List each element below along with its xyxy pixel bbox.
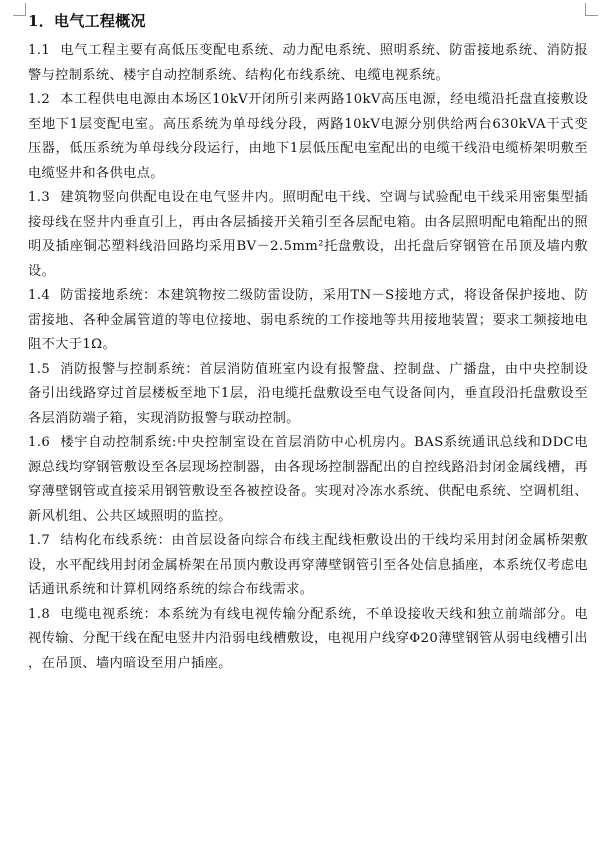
paragraph-1-2	[28, 88, 588, 186]
section-heading: 1．电气工程概况	[28, 12, 146, 30]
paragraph-1-1	[28, 39, 588, 88]
paragraph-number: 1.5	[28, 361, 51, 377]
paragraph-text: 本工程供电电源由本场区10kV开闭所引来两路10kV高压电源，经电缆沿托盘直接敷设至地下1层变配电室。高压系统为单母线分段，两路10kV电源分别供给两台630kVA干式变压器，低压系统为单母线分段运行，由地下1层低压配电室配出的电缆干线沿电缆桥架明敷至电缆竖井和各供电点。	[28, 92, 588, 181]
paragraph-number: 1.3	[28, 190, 51, 205]
paragraph-number: 1.6	[28, 435, 51, 450]
paragraph-number: 1.8	[28, 606, 51, 622]
paragraph-number: 1.4	[28, 288, 51, 303]
paragraph-1-7	[28, 529, 588, 603]
document-page	[28, 11, 588, 676]
paragraph-1-6	[28, 431, 588, 529]
paragraph-text: 电气工程主要有高低压变配电系统、动力配电系统、照明系统、防雷接地系统、消防报警与控制系统、楼宇自动控制系统、结构化布线系统、电缆电视系统。	[28, 43, 588, 83]
paragraph-1-4	[28, 284, 588, 358]
paragraph-1-5	[28, 358, 588, 432]
paragraph-1-3	[28, 186, 588, 284]
paragraph-text: 结构化布线系统：由首层设备向综合布线主配线柜敷设出的干线均采用封闭金属桥架敷设，水平配线用封闭金属桥架在吊顶内敷设再穿薄壁钢管引至各处信息插座，本系统仅考虑电话通讯系统和计算机网络系统的综合布线需求。	[28, 533, 588, 597]
paragraph-text: 防雷接地系统：本建筑物按二级防雷设防，采用TN－S接地方式，将设备保护接地、防雷接地、各种金属管道的等电位接地、弱电系统的工作接地等共用接地装置；要求工频接地电阻不大于1Ω。	[28, 288, 588, 352]
paragraph-text: 建筑物竖向供配电设在电气竖井内。照明配电干线、空调与试验配电干线采用密集型插接母线在竖井内垂直引上，再由各层插接开关箱引至各层配电箱。由各层照明配电箱配出的照明及插座铜芯塑料线沿回路均采用BV－2.5mm²托盘敷设，出托盘后穿钢管在吊顶及墙内敷设。	[28, 190, 588, 279]
paragraph-text: 电缆电视系统：本系统为有线电视传输分配系统，不单设接收天线和独立前端部分。电视传输、分配干线在配电竖井内沿弱电线槽敷设，电视用户线穿Φ20薄壁钢管从弱电线槽引出，在吊顶、墙内暗设至用户插座。	[28, 606, 588, 671]
paragraph-text: 消防报警与控制系统：首层消防值班室内设有报警盘、控制盘、广播盘，由中央控制设备引出线路穿过首层楼板至地下1层，沿电缆托盘敷设至电气设备间内，垂直段沿托盘敷设至各层消防端子箱，实现消防报警与联动控制。	[28, 361, 588, 426]
paragraph-1-8	[28, 603, 588, 677]
paragraph-number: 1.1	[28, 43, 51, 58]
page-corner-mark-top-left	[13, 3, 26, 16]
paragraph-number: 1.2	[28, 92, 51, 107]
paragraph-text: 楼宇自动控制系统:中央控制室设在首层消防中心机房内。BAS系统通讯总线和DDC电源总线均穿钢管敷设至各层现场控制器，由各现场控制器配出的自控线路沿封闭金属线槽，再穿薄壁钢管或直接采用钢管敷设至各被控设备。实现对冷冻水系统、供配电系统、空调机组、新风机组、公共区域照明的监控。	[28, 435, 588, 524]
paragraph-number: 1.7	[28, 533, 51, 548]
